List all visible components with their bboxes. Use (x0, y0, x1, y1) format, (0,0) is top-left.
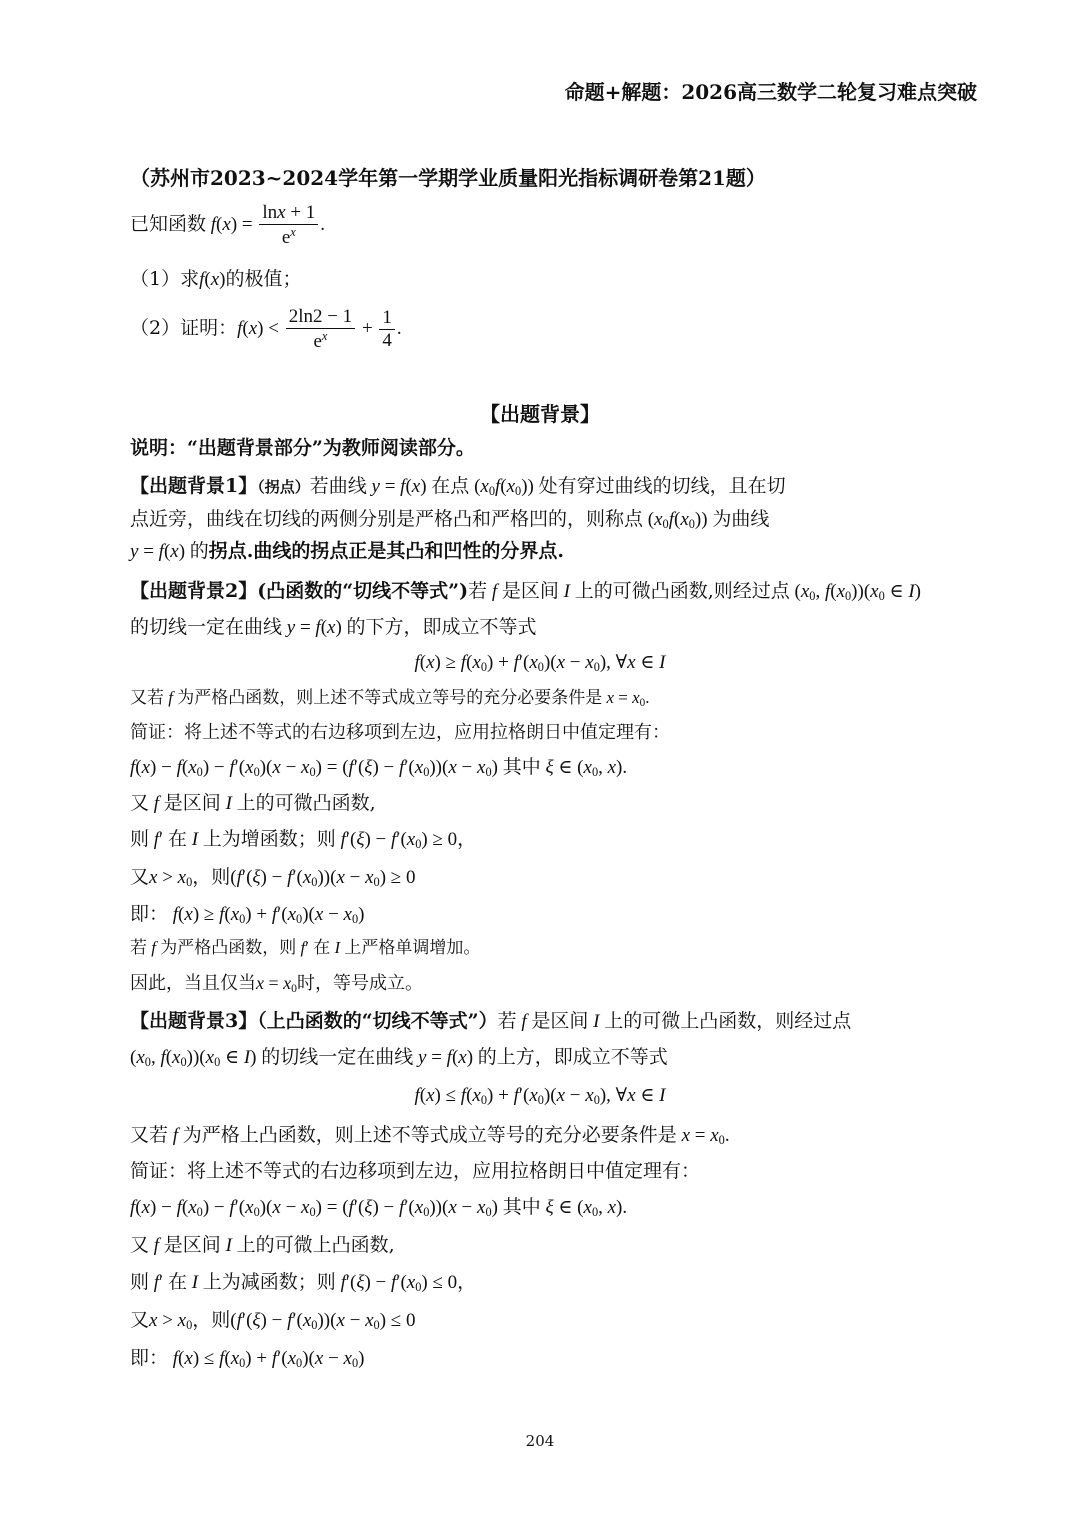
fraction-lnx-over-ex: $\frac{\ln x + 1}{e^x}$ (259, 202, 318, 248)
background-2-line-11: 若 f 为严格凸函数，则 f′ 在 I 上严格单调增加。 (130, 938, 481, 958)
background-2-line-12: 因此，当且仅当$x = x_0$时，等号成立。 (130, 973, 423, 995)
background-2-line-4: 又若 f 为严格凸函数，则上述不等式成立等号的充分必要条件是 $x = x_0$. (130, 688, 650, 709)
question-2: （2）证明：f(x) < $\frac{2\ln 2 - 1}{e^x}$ + $\frac{1}{4}$ . (130, 306, 402, 352)
background-2-line-8: 则 f′ 在 I 上为增函数；则 $f'(\xi) - f'(x_0) \ge 0$， (130, 828, 477, 852)
background-2-line-1: 【出题背景2】(凸函数的“切线不等式”)若 f 是区间 I 上的可微凸函数,则经过点 ($x_0$, $f(x_0))(x_0$ ∈ I) (130, 580, 921, 604)
background-3-line-8: 则 f′ 在 I 上为减函数；则 $f'(\xi) - f'(x_0) \le 0$， (130, 1271, 477, 1295)
running-header: 命题+解题：2026高三数学二轮复习难点突破 (564, 80, 977, 104)
background-2-line-7: 又 f 是区间 I 上的可微凸函数, (130, 792, 376, 814)
fraction-one-quarter: $\frac{1}{4}$ (379, 307, 395, 352)
background-1-line-1: 【出题背景1】（拐点）若曲线 y = f(x) 在点 $(x_0f(x_0))$ 处有穿过曲线的切线，且在切 (130, 475, 786, 499)
problem-statement: 已知函数 f(x) = $\frac{\ln x + 1}{e^x}$ . (130, 202, 326, 248)
section-title: 【出题背景】 (480, 402, 600, 426)
background-1-line-3: y = f(x) 的拐点.曲线的拐点正是其凸和凹性的分界点. (130, 540, 565, 562)
background-3-line-5: 简证：将上述不等式的右边移项到左边，应用拉格朗日中值定理有： (130, 1160, 701, 1182)
problem-source: （苏州市2023~2024学年第一学期学业质量阳光指标调研卷第21题） (130, 166, 766, 190)
background-3-inequality: $f(x) \le f(x_0) + f'(x_0)(x - x_0)$, ∀x ∈ I (414, 1085, 666, 1108)
background-1-line-2: 点近旁，曲线在切线的两侧分别是严格凸和严格凹的，则称点 $(x_0f(x_0))$ 为曲线 (130, 508, 770, 532)
background-2-line-5: 简证：将上述不等式的右边移项到左边，应用拉格朗日中值定理有： (130, 722, 670, 743)
background-3-line-2: ($x_0$, $f(x_0))(x_0$ ∈ I) 的切线一定在曲线 y = f(x) 的上方，即成立不等式 (130, 1046, 668, 1070)
background-2-line-10: 即： $f(x) \ge f(x_0) + f'(x_0)(x - x_0)$ (130, 903, 365, 927)
background-2-line-2: 的切线一定在曲线 y = f(x) 的下方，即成立不等式 (130, 616, 537, 638)
teacher-note: 说明：“出题背景部分”为教师阅读部分。 (130, 437, 475, 459)
question-1: （1）求f(x)的极值； (130, 268, 302, 290)
background-3-line-7: 又 f 是区间 I 上的可微上凸函数, (130, 1234, 395, 1256)
background-2-line-9: 又$x > x_0$，则$(f'(\xi) - f'(x_0))(x - x_0) \ge 0$ (130, 866, 416, 890)
background-3-line-1: 【出题背景3】（上凸函数的“切线不等式”）若 f 是区间 I 上的可微上凸函数，则经过点 (130, 1010, 852, 1032)
background-2-inequality: $f(x) \ge f(x_0) + f'(x_0)(x - x_0)$, ∀x ∈ I (414, 652, 666, 675)
background-3-line-9: 又$x > x_0$，则$(f'(\xi) - f'(x_0))(x - x_0) \le 0$ (130, 1309, 416, 1333)
background-3-line-10: 即： $f(x) \le f(x_0) + f'(x_0)(x - x_0)$ (130, 1347, 365, 1371)
background-2-line-6: $f(x) - f(x_0) - f'(x_0)(x - x_0) = (f'(\xi) - f'(x_0))(x - x_0)$ 其中 ξ ∈ ($x_0$, x). (130, 756, 628, 780)
background-3-line-6: $f(x) - f(x_0) - f'(x_0)(x - x_0) = (f'(\xi) - f'(x_0))(x - x_0)$ 其中 ξ ∈ ($x_0$, x). (130, 1196, 628, 1220)
fraction-2ln2-over-ex: $\frac{2\ln 2 - 1}{e^x}$ (286, 306, 356, 352)
page-number: 204 (525, 1432, 555, 1450)
background-3-line-4: 又若 f 为严格上凸函数，则上述不等式成立等号的充分必要条件是 $x = x_0$. (130, 1124, 730, 1148)
